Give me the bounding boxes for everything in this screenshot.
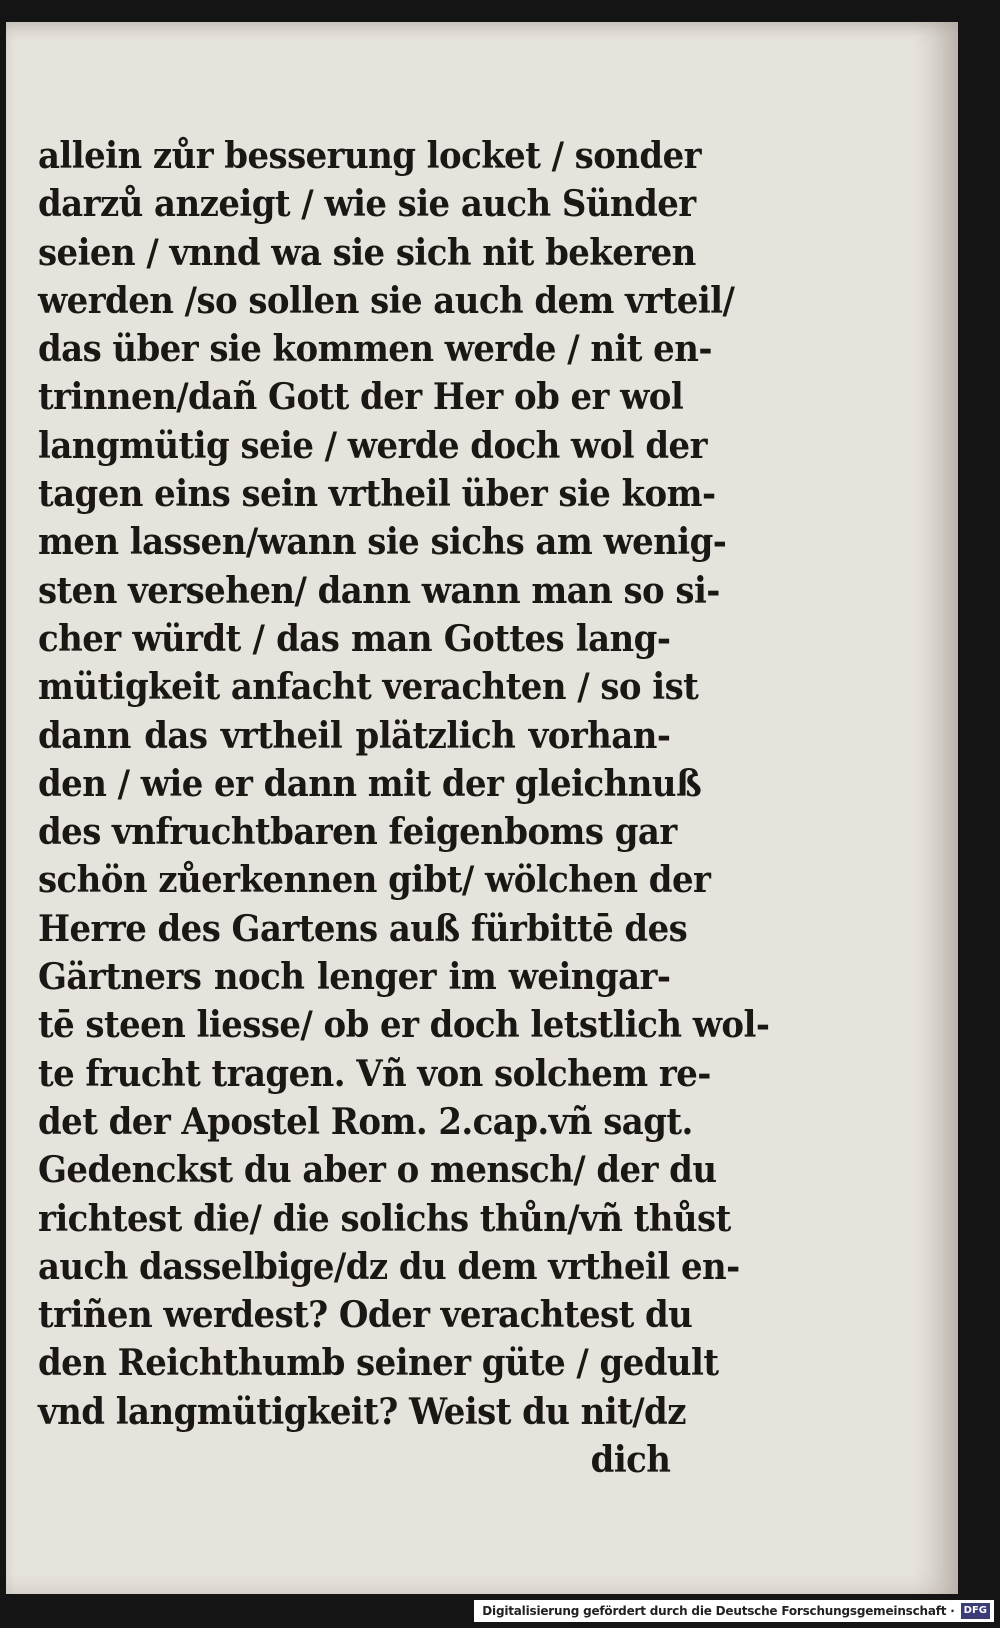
text-line: vnd langmütigkeit? Weist du nit/dz bbox=[38, 1389, 686, 1433]
text-line: den Reichthumb seiner güte / gedult bbox=[38, 1341, 719, 1385]
text-line: te frucht tragen. Vñ von solchem re- bbox=[38, 1051, 711, 1095]
text-line: Gärtners noch lenger im weingar- bbox=[38, 955, 671, 999]
text-line: den / wie er dann mit der gleichnuß bbox=[38, 761, 702, 805]
text-line: richtest die/ die solichs thůn/vñ thůst bbox=[38, 1196, 731, 1240]
text-line: tagen eins sein vrtheil über sie kom- bbox=[38, 472, 716, 516]
text-line: sten versehen/ dann wann man so si- bbox=[38, 568, 720, 612]
book-page bbox=[6, 22, 958, 1594]
text-line: schön zůerkennen gibt/ wölchen der bbox=[38, 858, 711, 902]
text-line: Gedenckst du aber o mensch/ der du bbox=[38, 1148, 717, 1192]
text-line: das über sie kommen werde / nit en- bbox=[38, 327, 712, 371]
text-line: des vnfruchtbaren feigenboms gar bbox=[38, 810, 677, 854]
text-line: langmütig seie / werde doch wol der bbox=[38, 423, 707, 467]
text-line: Herre des Gartens auß fürbittē des bbox=[38, 906, 688, 950]
text-line: trinnen/dañ Gott der Her ob er wol bbox=[38, 375, 684, 419]
catchword: dich bbox=[590, 1438, 671, 1482]
text-line: det der Apostel Rom. 2.cap.vñ sagt. bbox=[38, 1099, 693, 1143]
footer-credit: Digitalisierung gefördert durch die Deutsche Forschungsgemeinschaft · bbox=[482, 1604, 955, 1618]
text-line: seien / vnnd wa sie sich nit bekeren bbox=[38, 230, 696, 274]
text-line: werden /so sollen sie auch dem vrteil/ bbox=[38, 278, 735, 322]
text-line: triñen werdest? Oder verachtest du bbox=[38, 1293, 693, 1337]
text-line: cher würdt / das man Gottes lang- bbox=[38, 616, 671, 660]
text-line: men lassen/wann sie sichs am wenig- bbox=[38, 520, 727, 564]
text-line: darzů anzeigt / wie sie auch Sünder bbox=[38, 182, 696, 226]
text-line: allein zůr besserung locket / sonder bbox=[38, 134, 701, 177]
page-gutter-shadow bbox=[912, 22, 958, 1594]
digitization-footer bbox=[474, 1600, 994, 1622]
text-line: auch dasselbige/dz du dem vrtheil en- bbox=[38, 1244, 740, 1288]
text-line: dann das vrtheil plätzlich vorhan- bbox=[38, 713, 671, 757]
text-line: mütigkeit anfacht verachten / so ist bbox=[38, 665, 699, 709]
text-line: tē steen liesse/ ob er doch letstlich wol- bbox=[38, 1003, 770, 1047]
text-block bbox=[38, 132, 770, 1484]
dfg-logo: DFG bbox=[961, 1603, 990, 1619]
